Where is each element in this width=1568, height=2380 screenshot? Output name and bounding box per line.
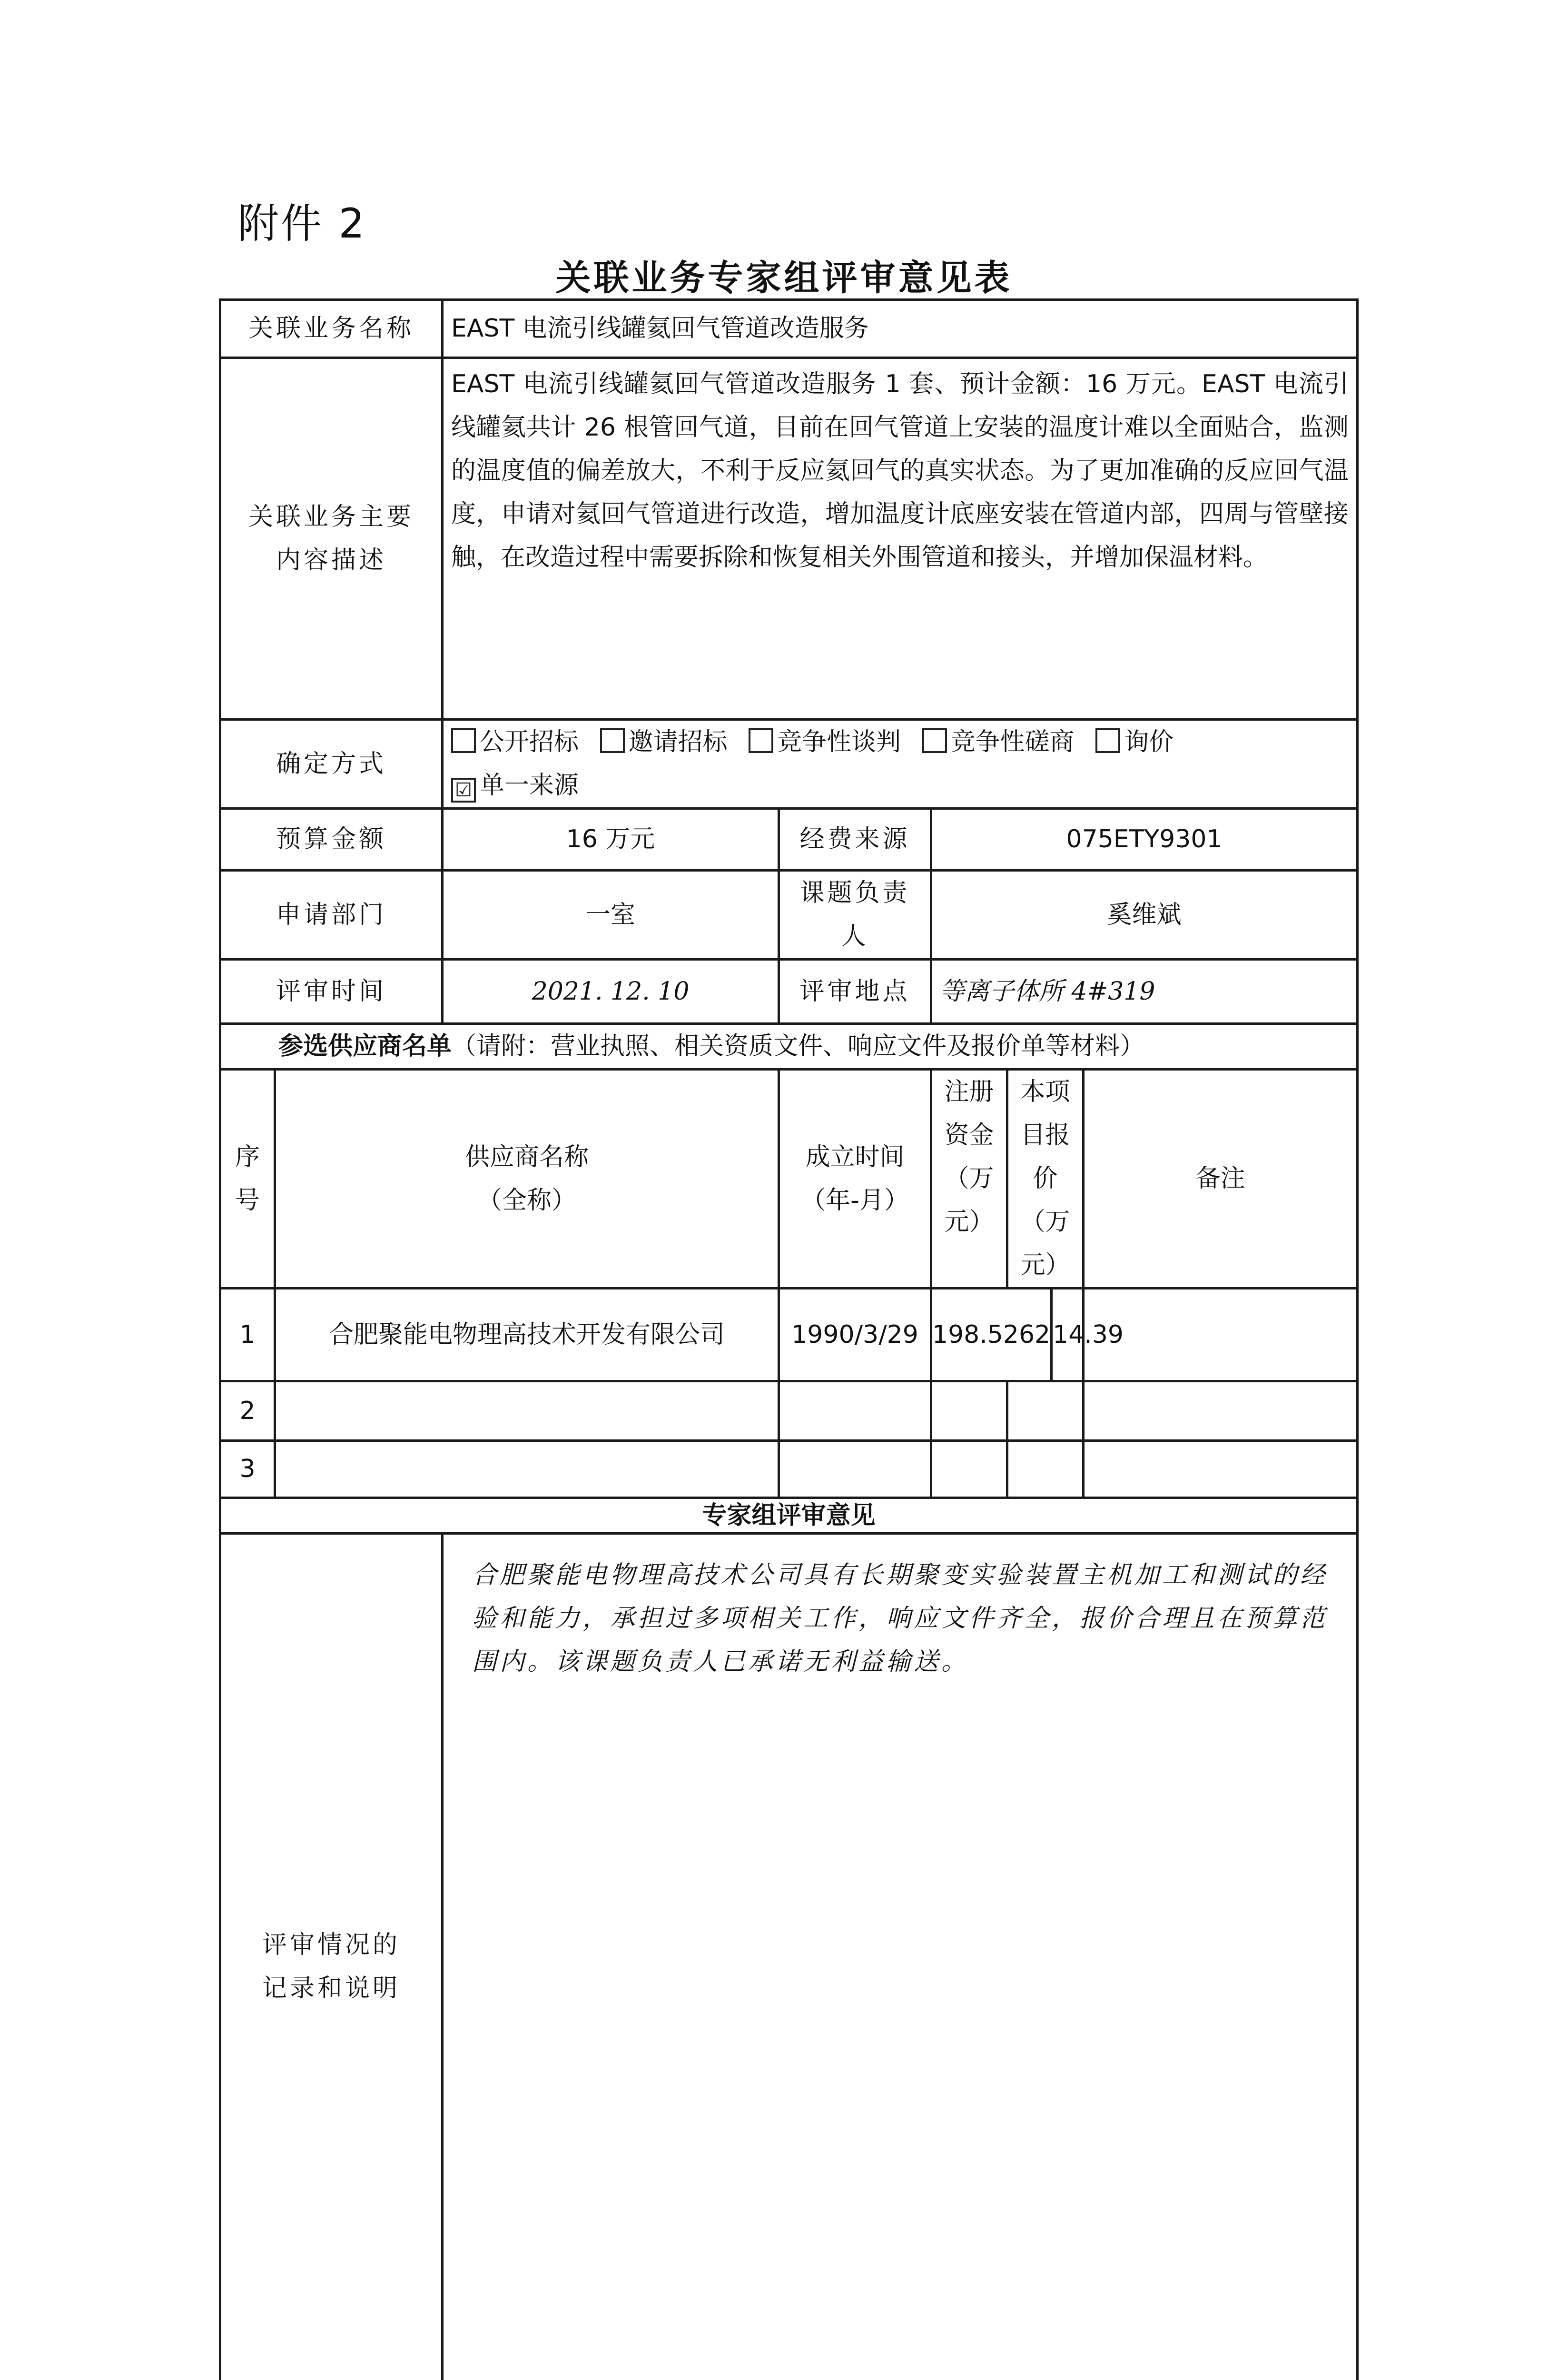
supplier-row: [220, 1381, 1358, 1441]
review-place-label: 评审地点: [779, 960, 931, 1024]
opinion-label-line1: 评审情况的: [229, 1924, 434, 1967]
supplier-seq: 3: [220, 1441, 275, 1498]
col-seq-header-line2: 号: [221, 1179, 274, 1222]
department-row: [220, 871, 1358, 960]
supplier-remark: [1084, 1441, 1358, 1498]
col-remark-header: 备注: [1084, 1070, 1358, 1289]
form-title: 关联业务专家组评审意见表: [0, 250, 1568, 300]
supplier-name: [275, 1441, 779, 1498]
business-name-label: 关联业务名称: [220, 300, 443, 358]
supplier-seq: 2: [220, 1381, 275, 1441]
supplier-row: [220, 1441, 1358, 1498]
col-quote-header-line1: 本项目报价: [1008, 1071, 1082, 1200]
suppliers-heading-title: 参选供应商名单: [278, 1032, 452, 1061]
col-founded-header-line1: 成立时间: [788, 1136, 922, 1179]
supplier-capital-quote: [931, 1381, 1084, 1441]
description-label: [220, 358, 443, 720]
supplier-founded: [779, 1381, 931, 1441]
supplier-capital: [932, 1442, 1008, 1497]
method-option-invited-bid[interactable]: [600, 721, 728, 764]
description-row: [220, 358, 1358, 720]
review-time-value: 2021. 12. 10: [443, 960, 779, 1024]
method-option-inquiry[interactable]: [1095, 721, 1174, 764]
supplier-capital-quote: [931, 1441, 1084, 1498]
col-seq-header-line1: 序: [221, 1136, 274, 1179]
opinion-label: [220, 1534, 443, 2380]
suppliers-header-row: [220, 1070, 1358, 1289]
fund-source-label: 经费来源: [779, 809, 931, 871]
col-name-header: [275, 1070, 779, 1289]
option-label: 询价: [1124, 728, 1174, 756]
department-label: 申请部门: [220, 871, 443, 960]
opinion-heading: 专家组评审意见: [220, 1498, 1358, 1534]
project-leader-label: 课题负责人: [779, 871, 931, 960]
option-label: 单一来源: [480, 771, 579, 800]
supplier-quote: [1008, 1382, 1082, 1439]
supplier-capital: [932, 1382, 1008, 1439]
supplier-name: 合肥聚能电物理高技术开发有限公司: [275, 1289, 779, 1381]
suppliers-heading-note: （请附：营业执照、相关资质文件、响应文件及报价单等材料）: [452, 1032, 1144, 1061]
col-name-header-line2: （全称）: [284, 1179, 770, 1222]
opinion-handwritten-text: 合肥聚能电物理高技术公司具有长期聚变实验装置主机加工和测试的经验和能力，承担过多项相关工作，响应文件齐全，报价合理且在预算范围内。该课题负责人已承诺无利益输送。: [443, 1534, 1358, 2380]
review-time-label: 评审时间: [220, 960, 443, 1024]
method-label: 确定方式: [220, 720, 443, 809]
description-text: EAST 电流引线罐氦回气管道改造服务 1 套、预计金额：16 万元。EAST 电流引线罐氦共计 26 根管回气道，目前在回气管道上安装的温度计难以全面贴合，监测的温度值的偏差放大，不利于反应氦回气的真实状态。为了更加准确的反应回气温度，申请对氦回气管道进行改造，增加温度计底座安装在管道内部，四周与管壁接触，在改造过程中需要拆除和恢复相关外围管道和接头，并增加保温材料。: [443, 358, 1358, 720]
opinion-heading-row: [220, 1498, 1358, 1534]
method-option-single-source[interactable]: [451, 764, 579, 807]
supplier-seq: 1: [220, 1289, 275, 1381]
description-label-line1: 关联业务主要: [229, 496, 434, 539]
option-label: 竞争性磋商: [951, 728, 1075, 756]
opinion-row: [220, 1534, 1358, 2380]
suppliers-heading: [220, 1024, 1358, 1070]
attachment-label: 附件 2: [238, 190, 366, 249]
col-capital-header-line1: 注册资金: [932, 1071, 1006, 1157]
department-value: 一室: [443, 871, 779, 960]
col-quote-header: [1008, 1071, 1082, 1287]
business-name-row: [220, 300, 1358, 358]
col-founded-header-line2: （年-月）: [788, 1179, 922, 1222]
option-label: 公开招标: [480, 728, 579, 756]
checkbox[interactable]: [600, 728, 625, 753]
supplier-quote: [1008, 1442, 1082, 1497]
option-label: 竞争性谈判: [777, 728, 901, 756]
supplier-quote: 14.39: [1053, 1289, 1124, 1380]
opinion-label-line2: 记录和说明: [229, 1967, 434, 2010]
supplier-remark: [1084, 1289, 1358, 1381]
supplier-capital-quote: [931, 1289, 1084, 1381]
checkbox[interactable]: [451, 728, 476, 753]
suppliers-heading-row: [220, 1024, 1358, 1070]
col-quote-header-line2: （万元）: [1008, 1200, 1082, 1287]
method-option-public-bid[interactable]: [451, 721, 579, 764]
budget-value: 16 万元: [443, 809, 779, 871]
col-name-header-line1: 供应商名称: [284, 1136, 770, 1179]
supplier-capital: 198.5262: [932, 1289, 1053, 1380]
supplier-remark: [1084, 1381, 1358, 1441]
col-capital-header-line2: （万元）: [932, 1157, 1006, 1244]
checkbox[interactable]: [749, 728, 773, 753]
col-capital-header: [932, 1071, 1008, 1287]
option-label: 邀请招标: [629, 728, 728, 756]
method-row: [220, 720, 1358, 809]
checkbox[interactable]: [1095, 728, 1120, 753]
method-options: [443, 720, 1358, 809]
budget-row: [220, 809, 1358, 871]
supplier-row: [220, 1289, 1358, 1381]
fund-source-value: 075ETY9301: [931, 809, 1358, 871]
supplier-founded: 1990/3/29: [779, 1289, 931, 1381]
review-form-table: [219, 298, 1359, 2380]
review-place-value: 等离子体所 4#319: [931, 960, 1358, 1024]
method-option-competitive-negotiation[interactable]: [749, 721, 901, 764]
col-founded-header: [779, 1070, 931, 1289]
description-label-line2: 内容描述: [229, 539, 434, 582]
supplier-name: [275, 1381, 779, 1441]
method-option-competitive-consultation[interactable]: [922, 721, 1075, 764]
col-capital-quote-header: [931, 1070, 1084, 1289]
col-seq-header: [220, 1070, 275, 1289]
checkbox[interactable]: [922, 728, 947, 753]
review-time-row: [220, 960, 1358, 1024]
budget-label: 预算金额: [220, 809, 443, 871]
supplier-founded: [779, 1441, 931, 1498]
project-leader-value: 奚维斌: [931, 871, 1358, 960]
checkbox-checked[interactable]: ☑: [451, 778, 476, 803]
business-name-value: EAST 电流引线罐氦回气管道改造服务: [443, 300, 1358, 358]
